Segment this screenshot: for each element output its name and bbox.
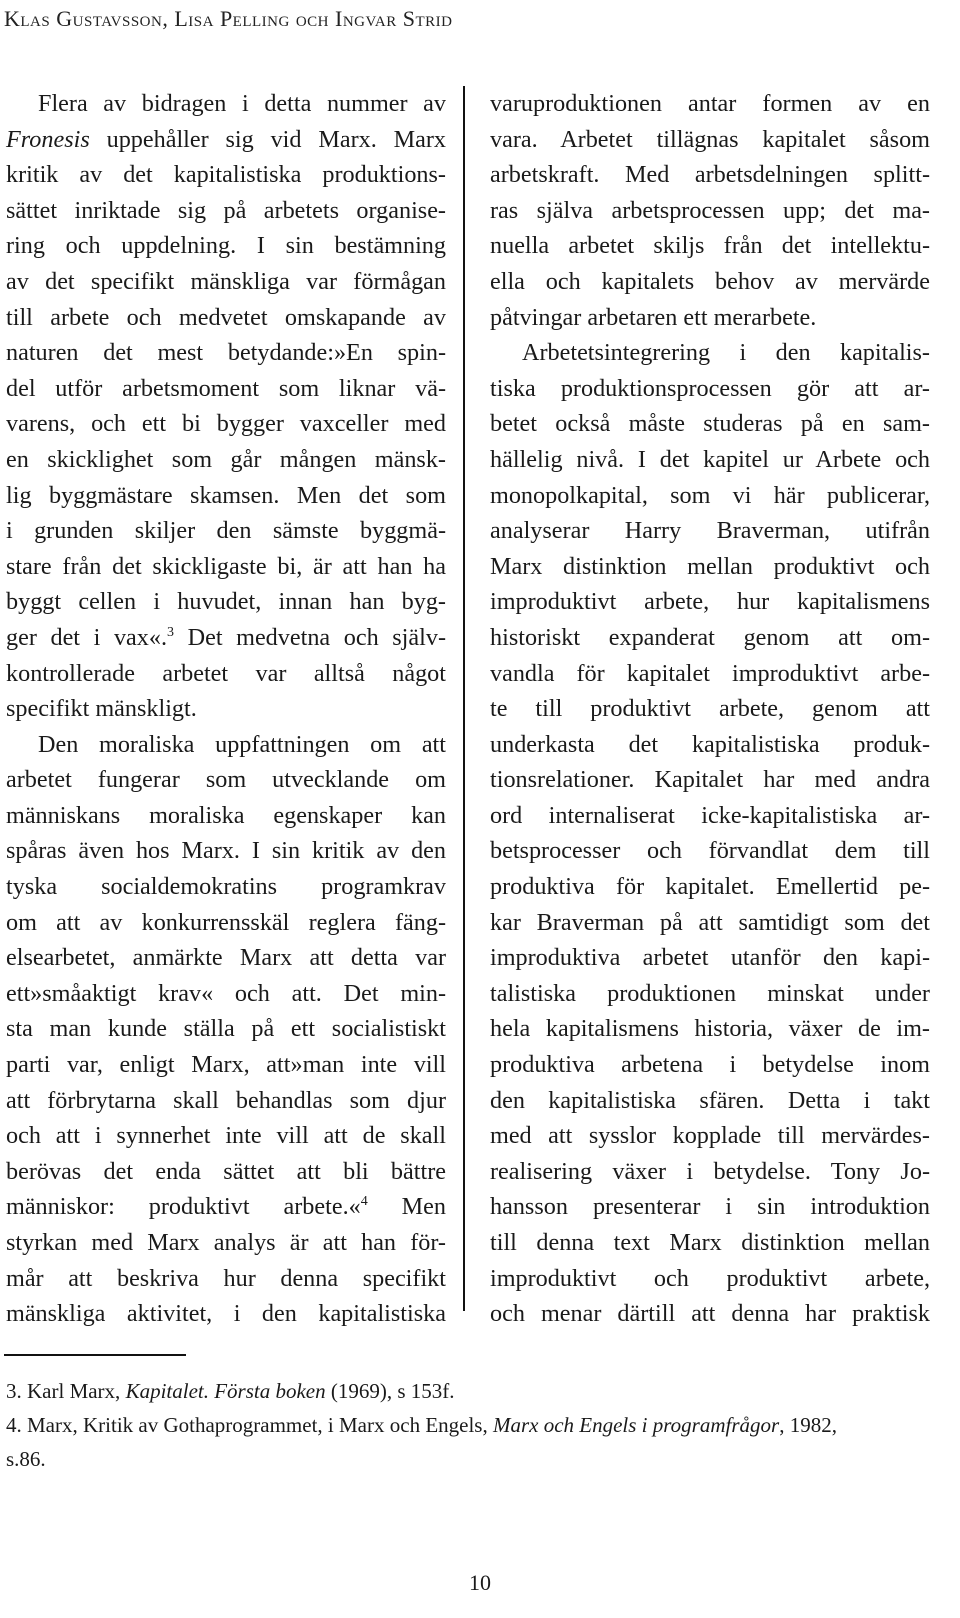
text-line: nuella arbetet skiljs från det intellektu- — [490, 232, 930, 260]
right-column — [490, 86, 930, 1332]
text-line: underkasta det kapitalistiska produk- — [490, 730, 930, 758]
text-line: hela kapitalismens historia, växer de im- — [490, 1015, 930, 1043]
footnote-ref: 4 — [360, 1194, 368, 1210]
text-line: byggt cellen i huvudet, innan han byg- — [6, 588, 446, 616]
text-line: och menar därtill att denna har praktisk — [490, 1300, 930, 1328]
text-line: te till produktivt arbete, genom att — [490, 695, 930, 723]
text-line: berövas det enda sättet att bli bättre — [6, 1157, 446, 1185]
footnote-rule — [4, 1354, 186, 1356]
text-line: improduktiva arbetet utanför den kapi- — [490, 944, 930, 972]
text-line: mår att beskriva hur denna specifikt — [6, 1264, 446, 1292]
text-line: arbetet fungerar som utvecklande om — [6, 766, 446, 794]
text-line: lig byggmästare skamsen. Men det som — [6, 481, 446, 509]
text-line: i grunden skiljer den sämste byggmä- — [6, 517, 446, 545]
text-line: kontrollerade arbetet var alltså något — [6, 659, 446, 687]
text-line: en skicklighet som går mången mänsk- — [6, 445, 446, 473]
text-line: ger det i vax«.$^3$ Det medvetna och själv- — [6, 623, 447, 651]
text-line: ella och kapitalets behov av mervärde — [490, 267, 930, 295]
text-line: spåras även hos Marx. I sin kritik av den — [6, 837, 446, 865]
column-divider — [463, 86, 465, 1311]
text-line: ord internaliserat icke-kapitalistiska ar- — [490, 801, 930, 829]
text-line: styrkan med Marx analys är att han för- — [6, 1229, 446, 1256]
text-line: mänskliga aktivitet, i den kapitalistiska — [6, 1300, 446, 1328]
text-line: betet också måste studeras på en sam- — [490, 410, 930, 438]
text-line: vara. Arbetet tillägnas kapitalet såsom — [490, 125, 930, 153]
footnote: 3. Karl Marx, Kapitalet. Första boken (1969), s 153f. — [6, 1379, 455, 1403]
text-line: monopolkapital, som vi här publicerar, — [490, 481, 930, 509]
text-line: del utför arbetsmoment som liknar vä- — [6, 374, 446, 402]
text-line: improduktivt arbete, hur kapitalismens — [490, 588, 930, 616]
text-line: betsprocesser och förvandlat dem till — [490, 837, 930, 865]
text-line: påtvingar arbetaren ett merarbete. — [490, 303, 817, 331]
text-line: Marx distinktion mellan produktivt och — [490, 552, 930, 580]
text-line: historiskt expanderat genom att om- — [490, 623, 930, 651]
text-line: hällelig nivå. I det kapitel ur Arbete och — [490, 445, 930, 473]
text-line: Den moraliska uppfattningen om att — [38, 730, 446, 758]
text-line: med att sysslor kopplade till mervärdes- — [490, 1122, 930, 1150]
footnote: s.86. — [6, 1447, 46, 1471]
footnotes — [6, 1374, 930, 1476]
text-line: tionsrelationer. Kapitalet har med andra — [490, 766, 930, 794]
text-line: improduktivt och produktivt arbete, — [490, 1264, 930, 1292]
text-line: av det specifikt mänskliga var förmågan — [6, 267, 446, 295]
text-line: Flera av bidragen i detta nummer av — [38, 90, 446, 117]
text-line: till denna text Marx distinktion mellan — [490, 1229, 930, 1256]
text-line: till arbete och medvetet omskapande av — [6, 303, 446, 331]
text-line: ett»småaktigt krav« och att. Det min- — [6, 979, 446, 1007]
text-line: vandla för kapitalet improduktivt arbe- — [490, 659, 930, 687]
left-column — [6, 86, 446, 1332]
running-head: Klas Gustavsson, Lisa Pelling och Ingvar Strid — [4, 6, 453, 31]
text-line: kritik av det kapitalistiska produktions- — [6, 161, 446, 189]
text-line: analyserar Harry Braverman, utifrån — [490, 517, 930, 545]
footnote-ref: 3 — [167, 624, 175, 640]
text-line: varuproduktionen antar formen av en — [490, 90, 930, 117]
text-line: Fronesis uppehåller sig vid Marx. Marx — [6, 125, 446, 153]
text-line: människans moraliska egenskaper kan — [6, 801, 446, 829]
text-line: sta man kunde ställa på ett socialistiskt — [6, 1015, 446, 1043]
text-line: tyska socialdemokratins programkrav — [6, 873, 446, 901]
text-line: kar Braverman på att samtidigt som det — [490, 908, 930, 936]
text-line: specifikt mänskligt. — [6, 695, 197, 723]
text-line: Arbetetsintegrering i den kapitalis- — [522, 339, 930, 367]
text-line: arbetskraft. Med arbetsdelningen splitt- — [490, 161, 930, 189]
page-number: 10 — [469, 1570, 491, 1595]
text-line: realisering växer i betydelse. Tony Jo- — [490, 1157, 930, 1185]
text-line: ring och uppdelning. I sin bestämning — [6, 232, 446, 260]
text-line: produktiva för kapitalet. Emellertid pe- — [490, 873, 930, 901]
text-line: stare från det skickligaste bi, är att han ha — [6, 552, 446, 580]
text-line: parti var, enligt Marx, att»man inte vill — [6, 1051, 446, 1079]
text-line: människor: produktivt arbete.«$^4$ Men — [6, 1193, 446, 1221]
text-line: produktiva arbetena i betydelse inom — [490, 1051, 930, 1079]
text-line: hansson presenterar i sin introduktion — [490, 1193, 930, 1221]
text-line: tiska produktionsprocessen gör att ar- — [490, 374, 930, 402]
text-line: sättet inriktade sig på arbetets organise- — [6, 196, 446, 224]
text-line: talistiska produktionen minskat under — [490, 979, 930, 1007]
text-line: den kapitalistiska sfären. Detta i takt — [490, 1086, 930, 1114]
text-line: varens, och ett bi bygger vaxceller med — [6, 410, 446, 438]
text-line: att förbrytarna skall behandlas som djur — [6, 1086, 446, 1114]
footnote: 4. Marx, Kritik av Gothaprogrammet, i Marx och Engels, Marx och Engels i programfrågor, 1982, — [6, 1413, 837, 1437]
text-line: ras själva arbetsprocessen upp; det ma- — [490, 196, 930, 224]
text-line: naturen det mest betydande:»En spin- — [6, 339, 446, 367]
text-line: elsearbetet, anmärkte Marx att detta var — [6, 944, 446, 972]
text-line: om att av konkurrensskäl reglera fäng- — [6, 908, 446, 936]
text-line: och att i synnerhet inte vill att de skall — [6, 1122, 446, 1150]
